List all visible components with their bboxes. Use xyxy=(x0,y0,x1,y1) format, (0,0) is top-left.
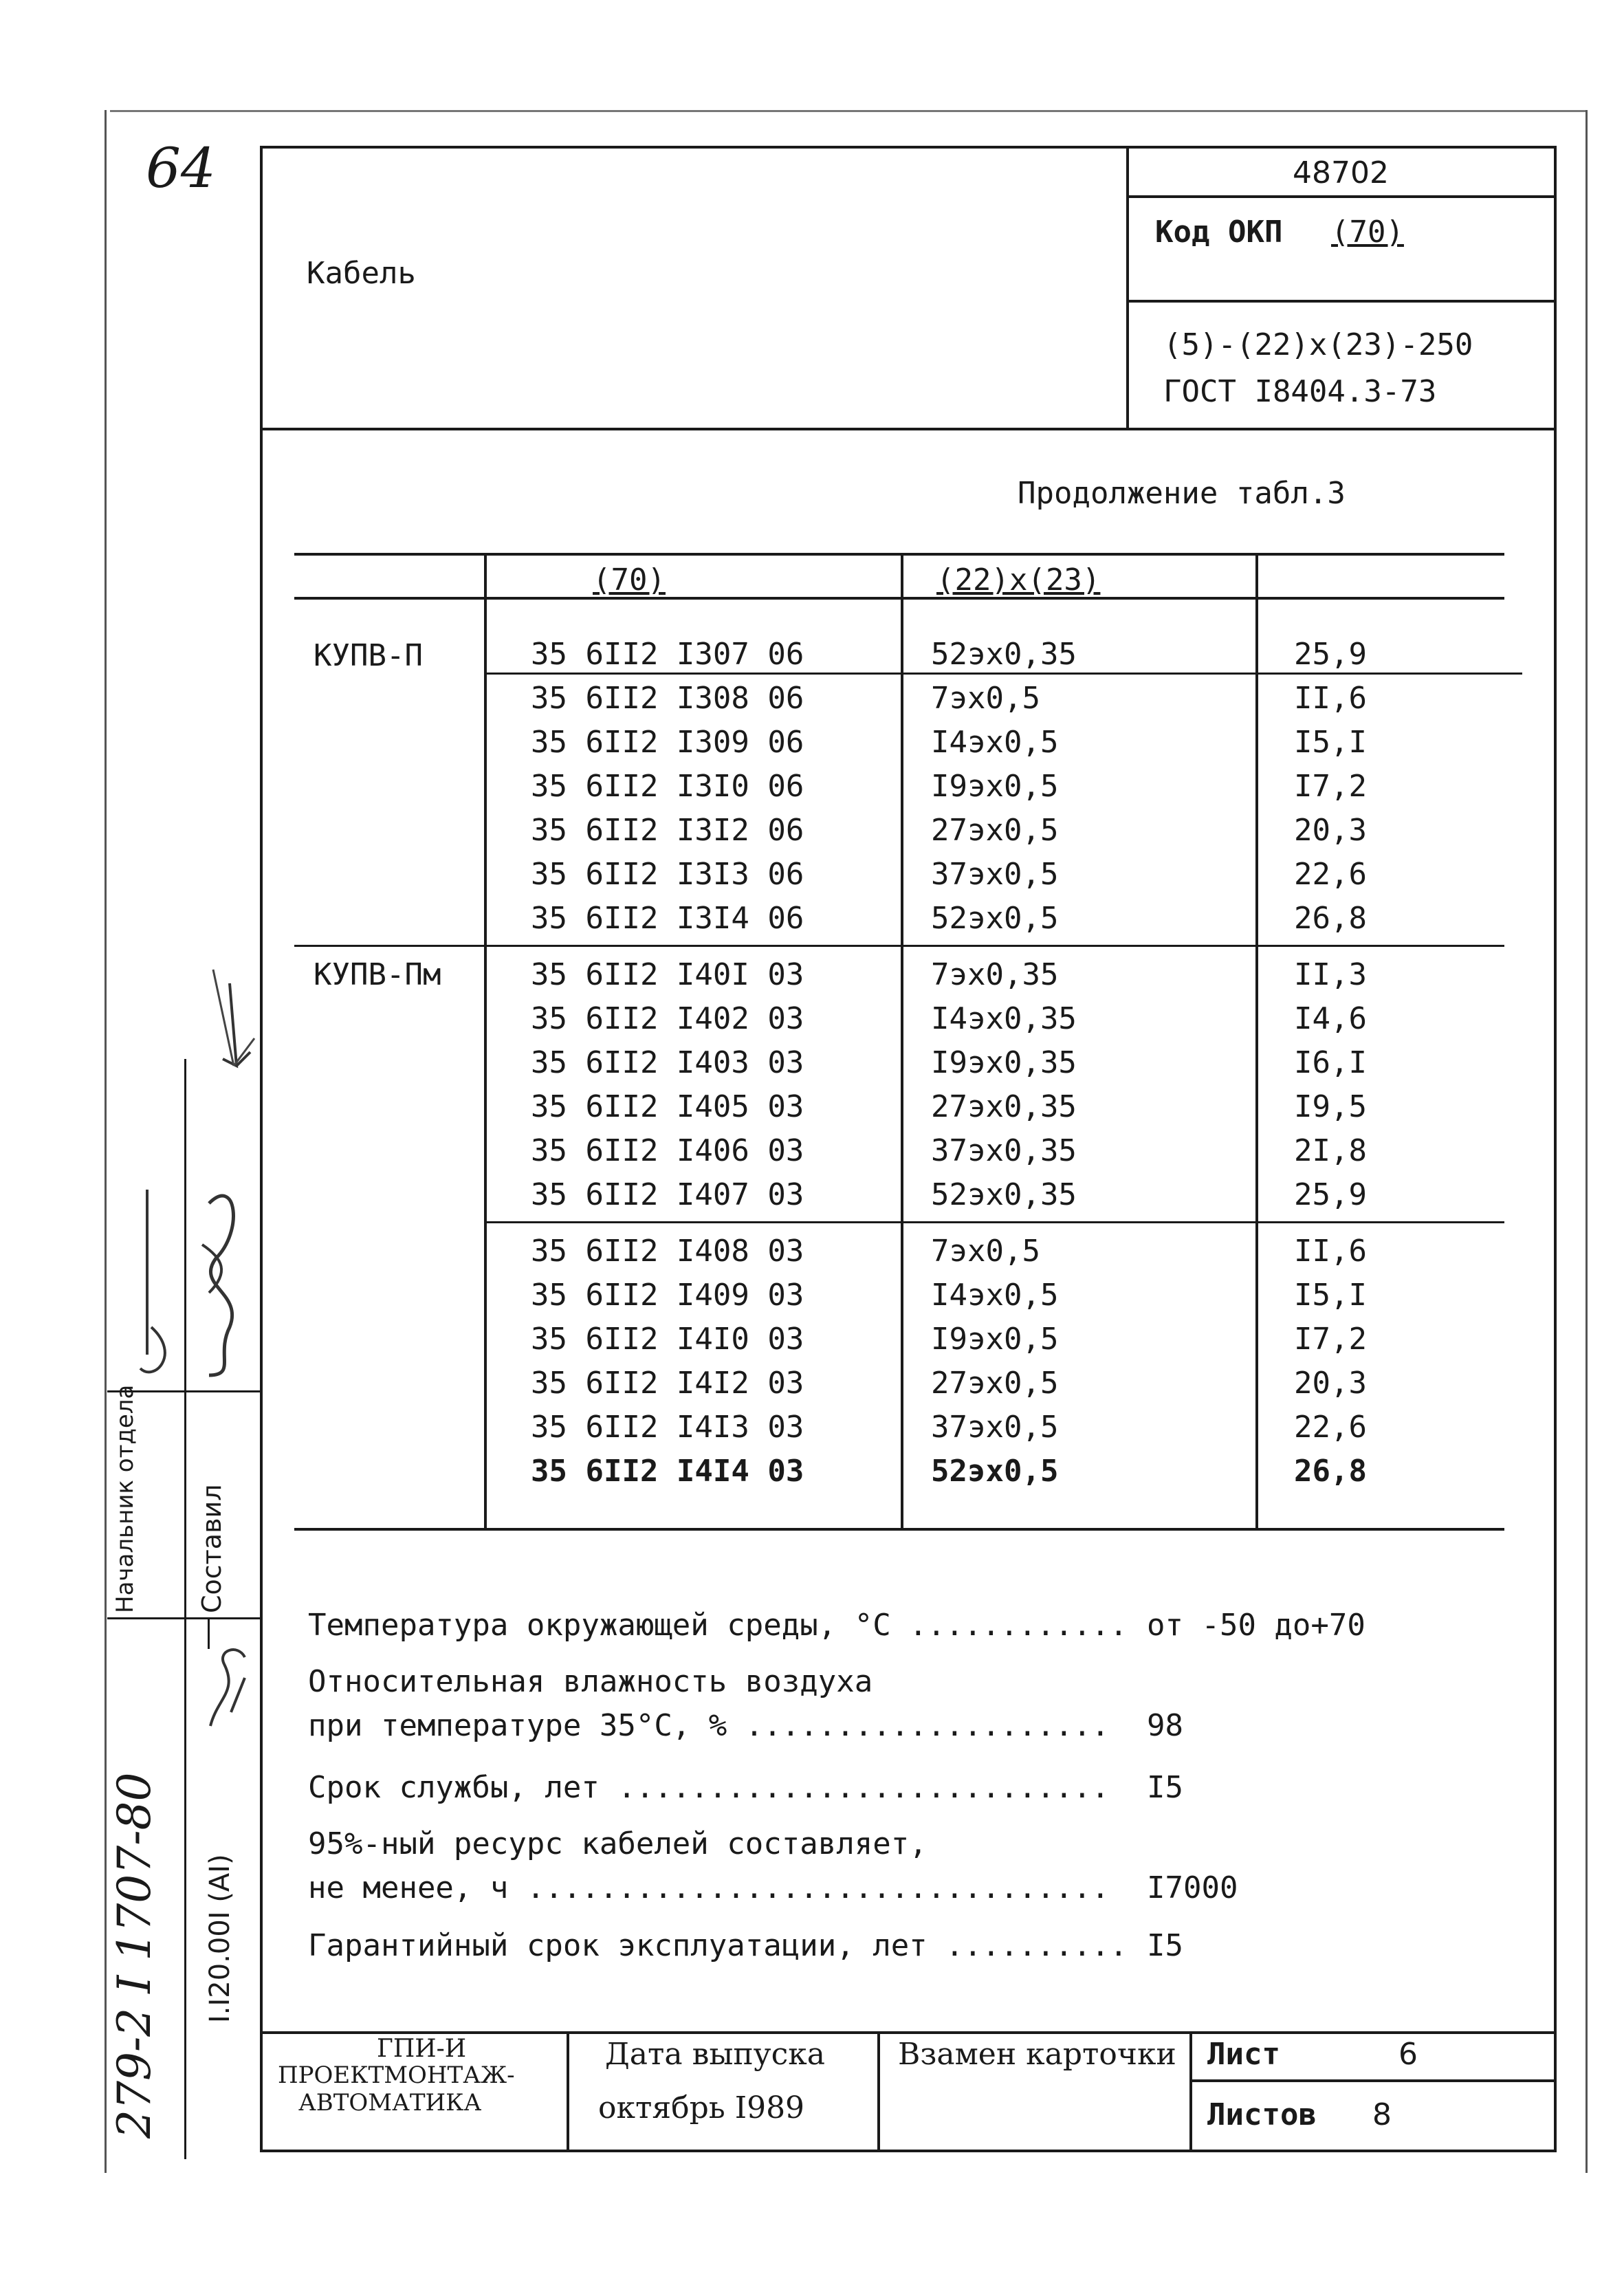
table-cell-construction: 7эх0,35 xyxy=(931,957,1059,992)
okp-value: (70) xyxy=(1331,215,1404,250)
table-cell-code: 35 6II2 I40I 03 xyxy=(531,957,804,992)
sheet-value: 6 xyxy=(1398,2037,1418,2072)
table-cell-value: I9,5 xyxy=(1294,1089,1367,1124)
release-label: Дата выпуска xyxy=(605,2037,825,2072)
spec-life-value: I5 xyxy=(1147,1770,1183,1805)
table-cell-value: II,3 xyxy=(1294,957,1367,992)
table-cell-construction: 52эх0,35 xyxy=(931,1177,1077,1212)
group-type-kupv-p: КУПВ-П xyxy=(314,638,423,673)
table-cell-code: 35 6II2 I403 03 xyxy=(531,1045,804,1080)
header-line-2 xyxy=(1126,300,1557,303)
col-header-construction: (22)х(23) xyxy=(936,562,1101,598)
table-cell-value: 22,6 xyxy=(1294,857,1367,892)
table-cell-value: 25,9 xyxy=(1294,1177,1367,1212)
table-cell-construction: 37эх0,5 xyxy=(931,1410,1059,1445)
side-handwritten-number: 279-2 I 1707-80 xyxy=(108,1772,161,2139)
group-rule-2 xyxy=(484,1221,1504,1223)
header-line-1 xyxy=(1126,195,1557,198)
table-cell-code: 35 6II2 I3I0 06 xyxy=(531,769,804,804)
okp-label: Код ОКП xyxy=(1155,215,1283,250)
table-cell-value: 2I,8 xyxy=(1294,1133,1367,1168)
header-divider xyxy=(1126,146,1129,428)
designation: (5)-(22)х(23)-250 xyxy=(1163,327,1473,362)
col-header-code: (70) xyxy=(593,562,666,598)
footer-divider-3 xyxy=(1189,2031,1192,2151)
spec-resource-value: I7000 xyxy=(1147,1870,1238,1905)
table-top-rule xyxy=(294,553,1504,556)
group-type-kupv-pm: КУПВ-Пм xyxy=(314,957,441,992)
table-cell-value: 25,9 xyxy=(1294,637,1367,672)
page-number: 64 xyxy=(146,136,216,200)
table-cell-construction: 27эх0,5 xyxy=(931,1366,1059,1401)
table-col-line-3 xyxy=(1255,554,1258,1529)
spec-temperature-value: от -50 до+70 xyxy=(1147,1608,1365,1643)
standard: ГОСТ I8404.3-73 xyxy=(1163,374,1437,409)
footer-divider-1 xyxy=(567,2031,569,2151)
table-cell-code: 35 6II2 I309 06 xyxy=(531,725,804,760)
table-cell-construction: 37эх0,5 xyxy=(931,857,1059,892)
table-cell-construction: I9эх0,35 xyxy=(931,1045,1077,1080)
table-cell-construction: I9эх0,5 xyxy=(931,1322,1059,1357)
pencil-mark-icon xyxy=(206,963,268,1073)
table-cell-code: 35 6II2 I402 03 xyxy=(531,1001,804,1036)
table-cell-code: 35 6II2 I4I3 03 xyxy=(531,1410,804,1445)
table-cell-code: 35 6II2 I4I4 03 xyxy=(531,1454,804,1489)
table-cell-code: 35 6II2 I307 06 xyxy=(531,637,804,672)
table-cell-value: I5,I xyxy=(1294,1278,1367,1313)
table-cell-code: 35 6II2 I406 03 xyxy=(531,1133,804,1168)
table-cell-construction: 27эх0,5 xyxy=(931,813,1059,848)
sheets-label: Листов xyxy=(1207,2097,1317,2132)
spec-humidity-line1: Относительная влажность воздуха xyxy=(308,1664,873,1699)
table-cell-value: 20,3 xyxy=(1294,1366,1367,1401)
table-cell-value: I7,2 xyxy=(1294,1322,1367,1357)
footer-divider-2 xyxy=(877,2031,880,2151)
side-head-label: Начальник отдела xyxy=(111,1384,139,1613)
spec-resource-line1: 95%-ный ресурс кабелей составляет, xyxy=(308,1826,928,1861)
code-number: 48702 xyxy=(1293,155,1389,190)
table-cell-value: 22,6 xyxy=(1294,1410,1367,1445)
table-header-rule xyxy=(294,597,1504,600)
table-cell-value: I4,6 xyxy=(1294,1001,1367,1036)
table-col-line-2 xyxy=(901,554,903,1529)
spec-warranty-value: I5 xyxy=(1147,1928,1183,1963)
table-cell-construction: I4эх0,35 xyxy=(931,1001,1077,1036)
table-cell-construction: 52эх0,5 xyxy=(931,901,1059,936)
row-rule-first xyxy=(484,673,1522,675)
table-cell-code: 35 6II2 I308 06 xyxy=(531,681,804,716)
table-cell-value: I5,I xyxy=(1294,725,1367,760)
table-cell-construction: 52эх0,5 xyxy=(931,1454,1059,1489)
spec-temperature-label: Температура окружающей среды, °С ............ xyxy=(308,1608,1128,1643)
table-cell-code: 35 6II2 I4I2 03 xyxy=(531,1366,804,1401)
org-line-2: ПРОЕКТМОНТАЖ- xyxy=(278,2062,515,2089)
spec-warranty-label: Гарантийный срок эксплуатации, лет .......... xyxy=(308,1928,1128,1963)
footer-top-rule xyxy=(260,2031,1557,2034)
spec-life-label: Срок службы, лет ........................... xyxy=(308,1770,1110,1805)
table-col-line-1 xyxy=(484,554,487,1529)
table-caption: Продолжение табл.3 xyxy=(1018,476,1346,511)
header-bottom xyxy=(260,428,1557,430)
table-cell-code: 35 6II2 I409 03 xyxy=(531,1278,804,1313)
release-value: октябрь I989 xyxy=(598,2090,805,2125)
table-cell-code: 35 6II2 I4I0 03 xyxy=(531,1322,804,1357)
table-bottom-rule xyxy=(294,1528,1504,1531)
table-cell-construction: 27эх0,35 xyxy=(931,1089,1077,1124)
card-right-border xyxy=(1554,146,1557,2152)
table-cell-construction: I9эх0,5 xyxy=(931,769,1059,804)
table-cell-value: 26,8 xyxy=(1294,901,1367,936)
table-cell-construction: I4эх0,5 xyxy=(931,725,1059,760)
table-cell-code: 35 6II2 I3I2 06 xyxy=(531,813,804,848)
table-cell-construction: 7эх0,5 xyxy=(931,681,1040,716)
table-cell-construction: I4эх0,5 xyxy=(931,1278,1059,1313)
table-cell-construction: 37эх0,35 xyxy=(931,1133,1077,1168)
card-top-border xyxy=(260,146,1557,149)
outer-frame-left xyxy=(105,110,107,2173)
table-cell-value: II,6 xyxy=(1294,681,1367,716)
outer-frame-top xyxy=(110,110,1585,112)
group-rule-1 xyxy=(294,945,1504,947)
table-cell-code: 35 6II2 I3I4 06 xyxy=(531,901,804,936)
table-cell-value: II,6 xyxy=(1294,1234,1367,1269)
header-title: Кабель xyxy=(307,256,416,291)
table-cell-value: I7,2 xyxy=(1294,769,1367,804)
table-cell-code: 35 6II2 I405 03 xyxy=(531,1089,804,1124)
side-doc-code: I.I20.00I (AI) xyxy=(204,1854,236,2023)
table-cell-value: I6,I xyxy=(1294,1045,1367,1080)
table-cell-value: 26,8 xyxy=(1294,1454,1367,1489)
table-cell-construction: 52эх0,35 xyxy=(931,637,1077,672)
table-cell-value: 20,3 xyxy=(1294,813,1367,848)
outer-frame-right xyxy=(1585,110,1588,2173)
org-line-3: АВТОМАТИКА xyxy=(298,2089,482,2117)
table-cell-code: 35 6II2 I3I3 06 xyxy=(531,857,804,892)
org-line-1: ГПИ-И xyxy=(377,2035,467,2063)
table-cell-construction: 7эх0,5 xyxy=(931,1234,1040,1269)
small-signature-icon xyxy=(197,1637,259,1733)
sheet-label: Лист xyxy=(1207,2037,1280,2072)
footer-sheet-rule xyxy=(1189,2079,1557,2082)
spec-humidity-value: 98 xyxy=(1147,1708,1183,1743)
table-cell-code: 35 6II2 I407 03 xyxy=(531,1177,804,1212)
footer-bottom-rule xyxy=(260,2150,1557,2152)
spec-resource-label: не менее, ч ................................ xyxy=(308,1870,1110,1905)
side-rule-2 xyxy=(107,1617,261,1619)
table-cell-code: 35 6II2 I408 03 xyxy=(531,1234,804,1269)
side-compiled-label: Составил xyxy=(197,1484,227,1613)
sheets-value: 8 xyxy=(1372,2097,1392,2132)
replaces-label: Взамен карточки xyxy=(898,2037,1176,2072)
spec-humidity-label: при температуре 35°С, % .................... xyxy=(308,1708,1110,1743)
